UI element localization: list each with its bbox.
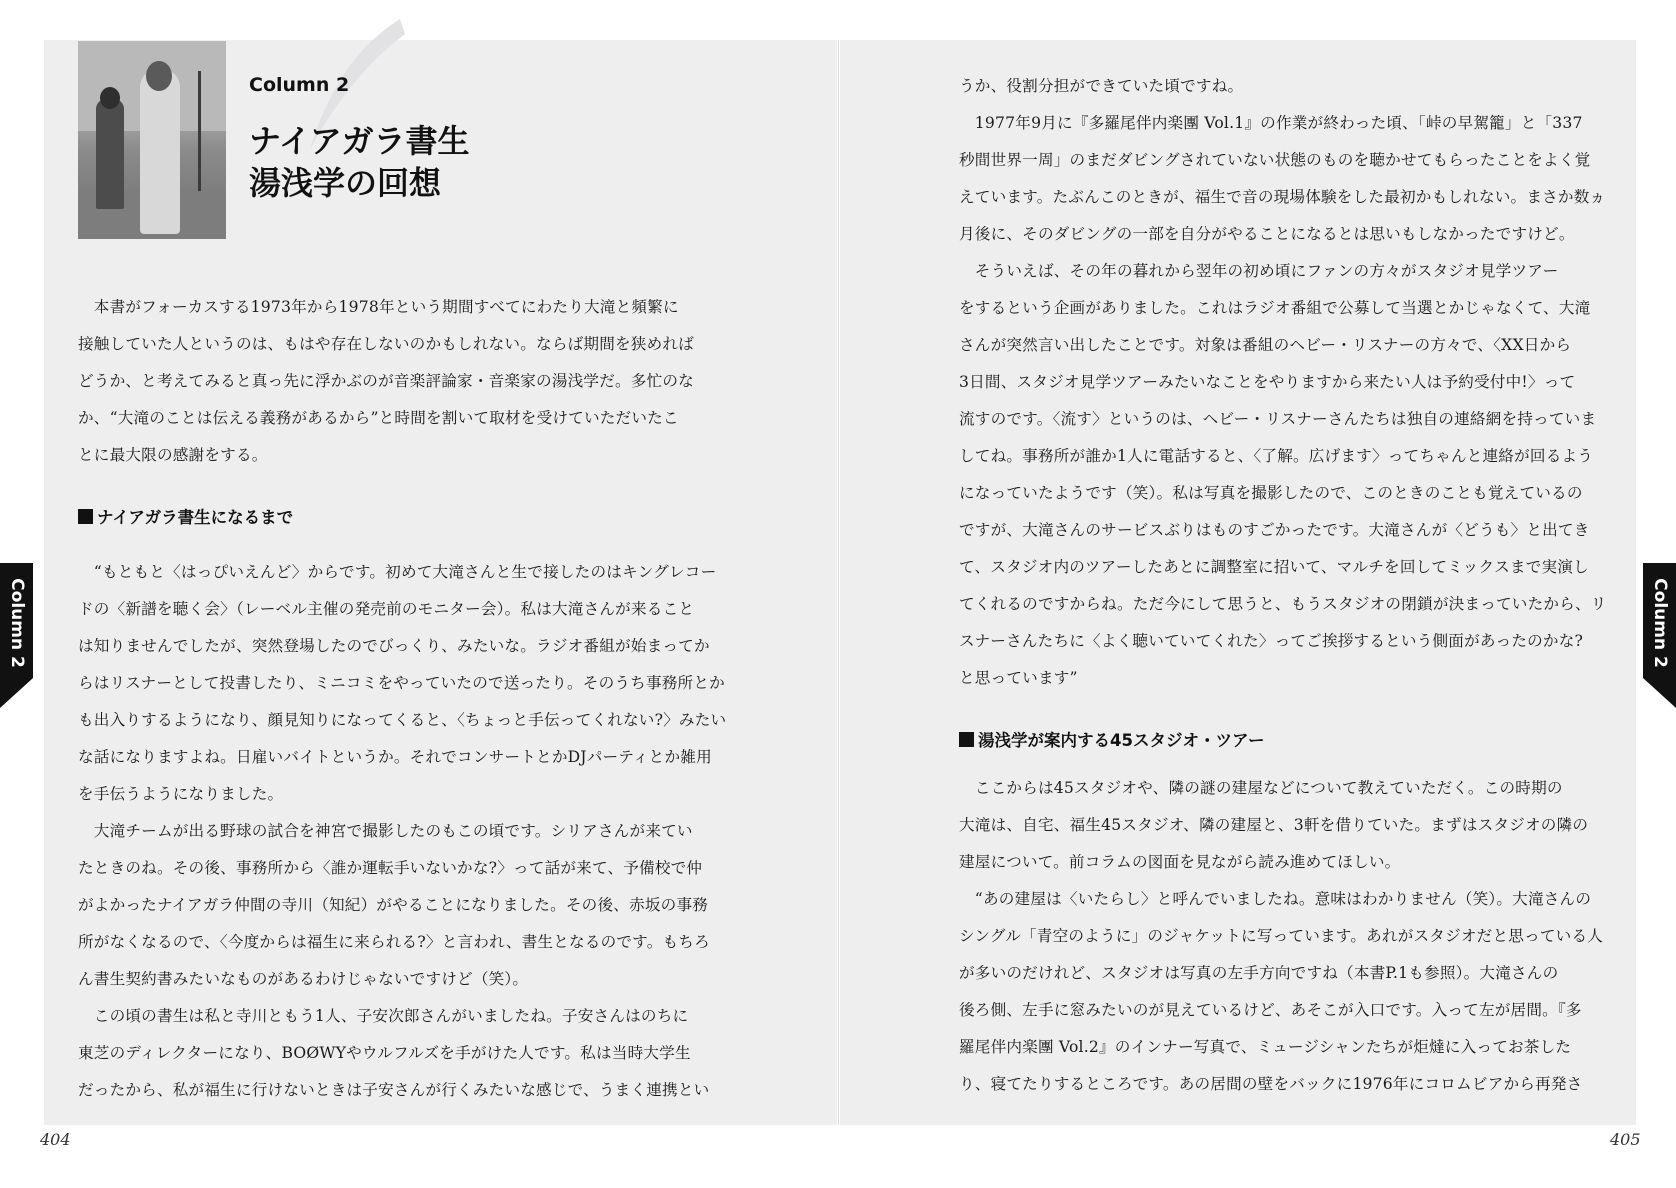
text-line: たときのね。その後、事務所から〈誰か運転手いないかな?〉って話が来て、予備校で仲 [78,859,703,877]
text-line: ドの〈新譜を聴く会〉（レーベル主催の発売前のモニター会）。私は大滝さんが来ること [78,600,695,618]
text-line: 秒間世界一周」のまだダビングされていない状態のものを聴かせてもらったことをよく覚 [959,151,1591,169]
text-line: になっていたようです（笑）。私は写真を撮影したので、このときのことも覚えているの [959,484,1583,502]
text-line: どうか、と考えてみると真っ先に浮かぶのが音楽評論家・音楽家の湯浅学だ。多忙のな [78,372,694,390]
page-number-left: 404 [40,1130,71,1149]
text-line: が多いのだけれど、スタジオは写真の左手方向ですね（本書P.1も参照）。大滝さんの [959,964,1559,982]
text-line: も出入りするようになり、顔見知りになってくると、〈ちょっと手伝ってくれない?〉みたい [78,711,727,729]
section-heading-left [78,504,293,528]
square-bullet-icon [959,732,974,747]
text-line: ここからは45スタジオや、隣の謎の建屋などについて教えていただく。この時期の [959,779,1563,797]
column-title [249,120,649,204]
text-line: そういえば、その年の暮れから翌年の初め頃にファンの方々がスタジオ見学ツアー [959,262,1559,280]
column-label: Column 2 [249,74,350,96]
tab-notch [1643,678,1676,708]
text-line: してね。事務所が誰か1人に電話すると、〈了解。広げます〉ってちゃんと連絡が回るよう [959,447,1594,465]
text-line: さんが突然言い出したことです。対象は番組のヘビー・リスナーの方々で、〈XX日から [959,336,1572,354]
text-line: 大滝チームが出る野球の試合を神宮で撮影したのもこの頃です。シリアさんが来てい [78,822,693,840]
text-line: て、スタジオ内のツアーしたあとに調整室に招いて、マルチを回してミックスまで実演し [959,558,1589,576]
text-line: 流すのです。〈流す〉というのは、ヘビー・リスナーさんたちは独自の連絡網を持っていま [959,410,1597,428]
column-tab-right [1643,563,1676,708]
photo-person-back-head [100,87,120,109]
text-line: な話になりますよね。日雇いバイトというか。それでコンサートとかDJパーティとか雑用 [78,748,712,766]
photo-person-front [140,69,180,234]
section-heading-right [959,727,1264,751]
text-line: だったから、私が福生に行けないときは子安さんが行くみたいな感じで、うまく連携とい [78,1081,710,1099]
text-line: 東芝のディレクターになり、BOØWYやウルフルズを手がけた人です。私は当時大学生 [78,1044,691,1062]
page-number-right: 405 [1610,1130,1641,1149]
text-line: てくれるのですからね。ただ今にして思うと、もうスタジオの閉鎖が決まっていたから、リ [959,595,1607,613]
text-line: がよかったナイアガラ仲間の寺川（知紀）がやることになりました。その後、赤坂の事務 [78,896,709,914]
text-line: り、寝てたりするところです。あの居間の壁をバックに1976年にコロムビアから再発さ [959,1075,1583,1093]
tab-notch [0,678,33,708]
text-line: “あの建屋は〈いたらし〉と呼んでいましたね。意味はわかりません（笑）。大滝さんの [959,890,1592,908]
text-line: 3日間、スタジオ見学ツアーみたいなことをやりますから来たい人は予約受付中!〉って [959,373,1576,391]
right-body-top [959,68,1607,697]
text-line: スナーさんたちに〈よく聴いていてくれた〉ってご挨拶するという側面があったのかな? [959,632,1584,650]
text-line: “もともと〈はっぴいえんど〉からです。初めて大滝さんと生で接したのはキングレコー [78,563,717,581]
column-tab-label: Column 2 [6,578,27,668]
text-line: 所がなくなるので、〈今度からは福生に来られる?〉と言われ、書生となるのです。もちろ [78,933,710,951]
text-line: 1977年9月に『多羅尾伴内楽團 Vol.1』の作業が終わった頃、「峠の早駕籠」と「337 [959,114,1583,132]
text-line: えています。たぶんこのときが、福生で音の現場体験をした最初かもしれない。まさか数ヵ [959,188,1606,206]
left-body-text [78,554,726,1109]
text-line: ん書生契約書みたいなものがあるわけじゃないですけど（笑）。 [78,970,529,988]
column-photo [78,41,226,239]
gutter [838,40,839,1125]
text-line: か、“大滝のことは伝える義務があるから”と時間を割いて取材を受けていただいたこ [78,409,679,427]
text-line: とに最大限の感謝をする。 [78,446,268,464]
text-line: 建屋について。前コラムの図面を見ながら読み進めてほしい。 [959,853,1401,871]
column-tab-left [0,563,33,708]
text-line: 月後に、そのダビングの一部を自分がやることになるとは思いもしなかったですけど。 [959,225,1575,243]
text-line: 本書がフォーカスする1973年から1978年という期間すべてにわたり大滝と頻繁に [78,298,679,316]
text-line: と思っています” [959,669,1078,687]
text-line: 後ろ側、左手に窓みたいのが見えているけど、あそこが入口です。入って左が居間。『多 [959,1001,1582,1019]
text-line: を手伝うようになりました。 [78,785,284,803]
section-heading-text: 湯浅学が案内する45スタジオ・ツアー [978,731,1265,750]
photo-person-back [96,99,124,209]
section-heading-text: ナイアガラ書生になるまで [97,508,294,527]
text-line: うか、役割分担ができていた頃ですね。 [959,77,1244,95]
square-bullet-icon [78,509,93,524]
text-line: は知りませんでしたが、突然登場したのでびっくり、みたいな。ラジオ番組が始まってか [78,637,710,655]
photo-person-front-head [146,61,172,91]
column-title-line-1: ナイアガラ書生 [249,122,470,160]
column-tab-label: Column 2 [1649,578,1670,668]
text-line: ですが、大滝さんのサービスぶりはものすごかったです。大滝さんが〈どうも〉と出てき [959,521,1590,539]
text-line: 羅尾伴内楽團 Vol.2』のインナー写真で、ミュージシャンたちが炬燵に入ってお茶した [959,1038,1572,1056]
right-body-bottom [959,770,1603,1103]
photo-mic-stand [198,71,201,191]
text-line: らはリスナーとして投書したり、ミニコミをやっていたので送ったり。そのうち事務所とか [78,674,725,692]
text-line: 大滝は、自宅、福生45スタジオ、隣の建屋と、3軒を借りていた。まずはスタジオの隣の [959,816,1589,834]
column-title-line-2: 湯浅学の回想 [249,164,442,202]
text-line: 接触していた人というのは、もはや存在しないのかもしれない。ならば期間を狭めれば [78,335,694,353]
text-line: をするという企画がありました。これはラジオ番組で公募して当選とかじゃなくて、大滝 [959,299,1591,317]
text-line: この頃の書生は私と寺川ともう1人、子安次郎さんがいましたね。子安さんはのちに [78,1007,689,1025]
intro-paragraph [78,289,694,474]
text-line: シングル「青空のように」のジャケットに写っています。あれがスタジオだと思っている人 [959,927,1604,945]
